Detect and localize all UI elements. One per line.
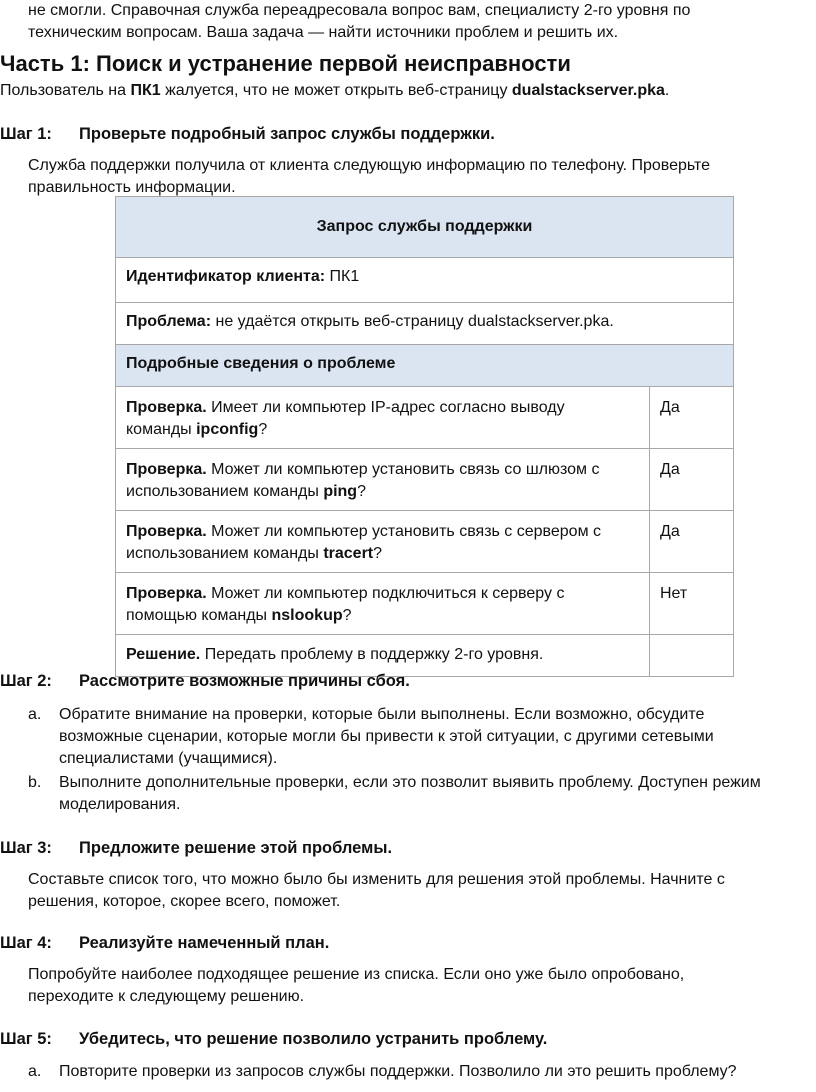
site-name: dualstackserver.pka [511, 82, 665, 99]
check-row [116, 387, 734, 449]
client-label: Идентификатор клиента: [126, 268, 326, 285]
text-line: Составьте список того, что можно было бы изменить для решения этой проблемы. Начните с [28, 871, 725, 888]
text-line: Повторите проверки из запросов службы поддержки. Позволило ли это решить проблему? [59, 1063, 737, 1080]
text-line: Обратите внимание на проверки, которые были выполнены. Если возможно, обсудите [59, 706, 705, 723]
check-text: Может ли компьютер подключиться к серверу с [206, 585, 565, 602]
problem-label: Проблема: [126, 313, 212, 330]
check-text: ? [357, 483, 366, 500]
text-line: специалистами (учащимися). [59, 750, 278, 767]
check-row [116, 573, 734, 635]
check-label: Проверка. [126, 399, 207, 416]
part-title: Часть 1: Поиск и устранение первой неисправности [0, 51, 571, 76]
check-cell [116, 511, 650, 573]
part-desc-text: жалуется, что не может открыть веб-страницу [160, 82, 512, 99]
check-text: ? [373, 545, 383, 562]
step-number: Шаг 1: [0, 125, 52, 143]
ticket-header-row [116, 197, 734, 258]
check-label: Проверка. [126, 461, 207, 478]
check-text: ? [342, 607, 352, 624]
part-desc-text: . [664, 82, 670, 99]
text-line: Служба поддержки получила от клиента следующую информацию по телефону. Проверьте [28, 157, 711, 174]
list-marker: b. [28, 774, 42, 791]
command-name: nslookup [271, 607, 343, 624]
answer-cell: Нет [650, 573, 734, 635]
step-title: Проверьте подробный запрос службы поддержки. [79, 125, 495, 143]
command-name: ping [323, 483, 358, 500]
intro-paragraph [28, 0, 690, 44]
step-3-heading [0, 837, 392, 859]
answer-cell: Да [650, 387, 734, 449]
list-marker: a. [28, 1063, 42, 1080]
check-label: Проверка. [126, 523, 207, 540]
step-number: Шаг 5: [0, 1030, 52, 1048]
check-text: команды [126, 421, 197, 438]
step-title: Рассмотрите возможные причины сбоя. [79, 672, 410, 690]
check-text: ? [258, 421, 268, 438]
solution-value: Передать проблему в поддержку 2-го уровня. [200, 646, 544, 663]
list-item [28, 1061, 798, 1083]
check-text: Имеет ли компьютер IP-адрес согласно выводу [206, 399, 565, 416]
list-item [28, 704, 798, 770]
problem-value: не удаётся открыть веб-страницу dualstackserver.pka. [211, 313, 614, 330]
command-name: ipconfig [196, 421, 259, 438]
intro-line-2: техническим вопросам. Ваша задача — найти источники проблем и решить их. [28, 24, 619, 41]
step-title: Предложите решение этой проблемы. [79, 839, 393, 857]
ticket-header: Запрос службы поддержки [316, 218, 533, 235]
details-header-cell [116, 345, 734, 387]
solution-label: Решение. [126, 646, 201, 663]
step-3-text [28, 869, 725, 913]
check-text: использованием команды [126, 483, 324, 500]
step-2-heading [0, 670, 410, 692]
check-row [116, 511, 734, 573]
text-line: правильность информации. [28, 179, 236, 196]
client-value: ПК1 [325, 268, 360, 285]
text-line: возможные сценарии, которые могли бы привести к этой ситуации, с другими сетевыми [59, 728, 714, 745]
check-label: Проверка. [126, 585, 207, 602]
details-header-row [116, 345, 734, 387]
check-text: использованием команды [126, 545, 324, 562]
step-5-heading [0, 1028, 547, 1050]
text-line: решения, которое, скорее всего, поможет. [28, 893, 341, 910]
step-title: Реализуйте намеченный план. [79, 934, 330, 952]
step-number: Шаг 2: [0, 672, 52, 690]
list-marker: a. [28, 706, 42, 723]
problem-row [116, 303, 734, 345]
text-line: Попробуйте наиболее подходящее решение из списка. Если оно уже было опробовано, [28, 966, 685, 983]
text-line: переходите к следующему решению. [28, 988, 305, 1005]
details-header: Подробные сведения о проблеме [126, 355, 396, 372]
text-line: моделирования. [59, 796, 181, 813]
step-1-heading [0, 123, 495, 145]
check-text: Может ли компьютер установить связь со шлюзом с [206, 461, 600, 478]
problem-cell [116, 303, 734, 345]
step-1-text [28, 155, 710, 199]
step-number: Шаг 4: [0, 934, 52, 952]
list-item [28, 772, 798, 816]
check-text: помощью команды [126, 607, 272, 624]
command-name: tracert [323, 545, 374, 562]
check-cell [116, 449, 650, 511]
answer-cell: Да [650, 511, 734, 573]
client-cell [116, 258, 734, 303]
part-desc-text: Пользователь на [0, 82, 131, 99]
answer-cell: Да [650, 449, 734, 511]
client-row [116, 258, 734, 303]
part-description [0, 80, 669, 102]
ticket-header-cell [116, 197, 734, 258]
step-4-text [28, 964, 684, 1008]
pc-name: ПК1 [130, 82, 161, 99]
check-text: Может ли компьютер установить связь с сервером с [206, 523, 602, 540]
intro-line-1: не смогли. Справочная служба переадресовала вопрос вам, специалисту 2-го уровня по [28, 2, 691, 19]
text-line: Выполните дополнительные проверки, если это позволит выявить проблему. Доступен режим [59, 774, 761, 791]
check-cell [116, 573, 650, 635]
step-4-heading [0, 932, 329, 954]
check-cell [116, 387, 650, 449]
step-title: Убедитесь, что решение позволило устранить проблему. [79, 1030, 548, 1048]
solution-answer-cell [650, 635, 734, 677]
support-ticket-table [115, 196, 734, 677]
step-number: Шаг 3: [0, 839, 52, 857]
check-row [116, 449, 734, 511]
